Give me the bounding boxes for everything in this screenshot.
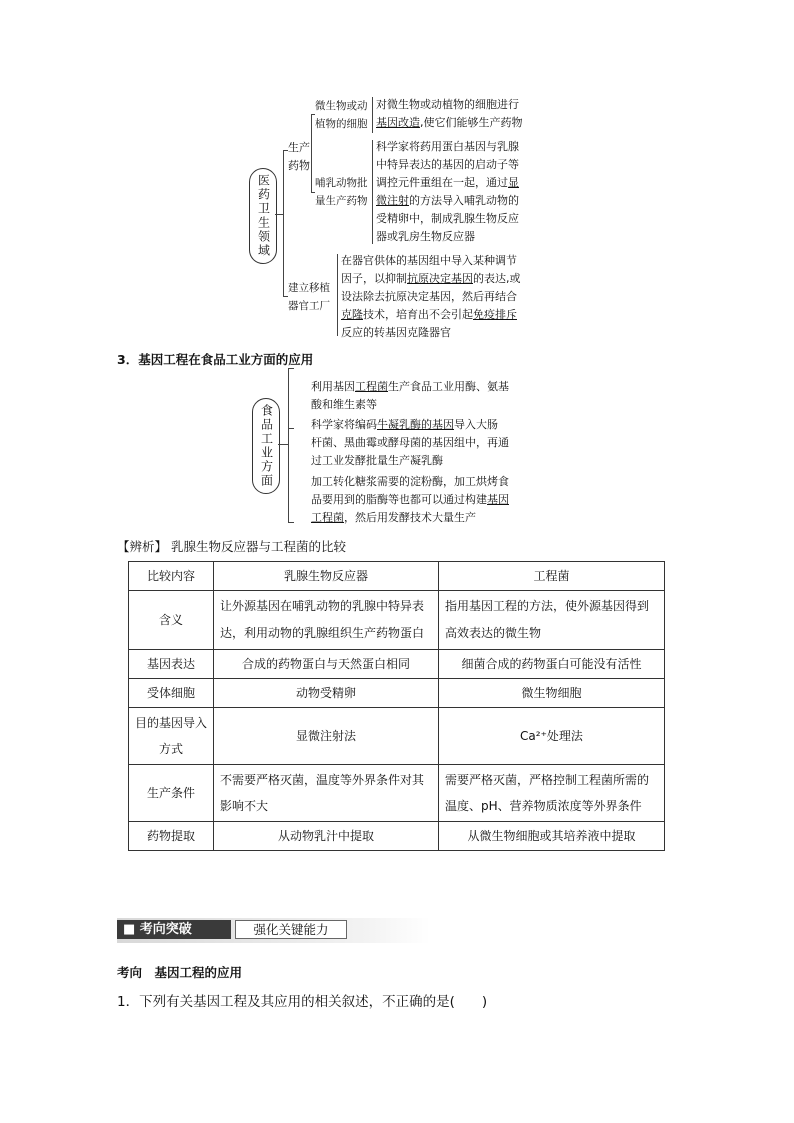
organ-desc: 在器官供体的基因组中导入某种调节 因子，以抑制抗原决定基因的表达,或 设法除去抗原决定基因，然后再结合 克隆技术，培育出不会引起免疫排斥 反应的转基因克隆器官 [341, 254, 521, 339]
connector [288, 522, 294, 523]
root-food-box [252, 398, 280, 494]
table-cell: 显微注射法 [214, 708, 439, 765]
mammal-desc: 科学家将药用蛋白基因与乳腺 中特异表达的基因的启动子等 调控元件重组在一起，通过显 微注射的方法导入哺乳动物的 受精卵中，制成乳腺生物反应 器或乳房生物反应器 [376, 140, 519, 243]
section3-heading: 3．基因工程在食品工业方面的应用 [117, 352, 314, 367]
branch-mammal-label: 哺乳动物批 量生产药物 [315, 177, 368, 207]
table-cell: 生产条件 [129, 765, 214, 822]
food-item-1: 利用基因工程菌生产食品工业用酶、氨基 酸和维生素等 [311, 380, 509, 411]
connector [288, 368, 289, 522]
connector [283, 150, 284, 296]
connector [372, 140, 373, 244]
root-medical-label: 医药卫生领域 [256, 174, 271, 258]
table-row [129, 679, 665, 708]
table-cell: 从动物乳汁中提取 [214, 822, 439, 851]
section-banner [117, 918, 430, 943]
branch-production-label: 生产药物 [288, 141, 310, 172]
table-cell: 动物受精卵 [214, 679, 439, 708]
connector [372, 97, 373, 133]
food-item-3: 加工转化糖浆需要的淀粉酶，加工烘烤食 品要用到的脂酶等也都可以通过构建基因 工程菌，然后用发酵技术大量生产 [311, 475, 509, 524]
branch-organ-label: 建立移植 器官工厂 [288, 282, 330, 312]
connector [275, 214, 283, 215]
connector [278, 444, 288, 445]
branch-micro-label: 微生物或动 植物的细胞 [315, 100, 368, 130]
comparison-table [128, 561, 665, 851]
table-cell: 药物提取 [129, 822, 214, 851]
connector [288, 428, 294, 429]
table-row [129, 765, 665, 822]
banner-title: ■ 考向突破 [117, 920, 231, 939]
question-1: 1．下列有关基因工程及其应用的相关叙述，不正确的是( ) [117, 994, 488, 1010]
connector [288, 368, 294, 369]
table-row [129, 591, 665, 650]
table-cell: 合成的药物蛋白与天然蛋白相同 [214, 650, 439, 679]
table-cell: 让外源基因在哺乳动物的乳腺中特异表达，利用动物的乳腺组织生产药物蛋白 [214, 591, 439, 650]
table-cell: 受体细胞 [129, 679, 214, 708]
analysis-heading: 【辨析】 乳腺生物反应器与工程菌的比较 [117, 539, 346, 554]
table-row [129, 708, 665, 765]
table-row [129, 822, 665, 851]
table-cell: 细菌合成的药物蛋白可能没有活性 [439, 650, 665, 679]
connector [337, 254, 338, 336]
table-cell: 基因表达 [129, 650, 214, 679]
table-row [129, 650, 665, 679]
food-item-2: 科学家将编码牛凝乳酶的基因导入大肠 杆菌、黑曲霉或酵母菌的基因组中，再通 过工业发酵批量生产凝乳酶 [311, 418, 509, 467]
table-cell: 目的基因导入方式 [129, 708, 214, 765]
table-header-cell: 乳腺生物反应器 [214, 562, 439, 591]
exam-title: 考向 基因工程的应用 [117, 965, 243, 980]
table-header-row [129, 562, 665, 591]
table-cell: 微生物细胞 [439, 679, 665, 708]
table-cell: 从微生物细胞或其培养液中提取 [439, 822, 665, 851]
connector [311, 114, 312, 192]
table-cell: 需要严格灭菌，严格控制工程菌所需的温度、pH、营养物质浓度等外界条件 [439, 765, 665, 822]
root-medical-box [249, 168, 277, 264]
table-cell: 不需要严格灭菌，温度等外界条件对其影响不大 [214, 765, 439, 822]
table-cell: 含义 [129, 591, 214, 650]
root-food-label: 食品工业方面 [259, 404, 274, 488]
micro-desc: 对微生物或动植物的细胞进行 基因改造,使它们能够生产药物 [376, 98, 523, 129]
banner-subtitle: 强化关键能力 [235, 920, 347, 939]
table-header-cell: 工程菌 [439, 562, 665, 591]
table-header-cell: 比较内容 [129, 562, 214, 591]
table-cell: Ca²⁺处理法 [439, 708, 665, 765]
table-cell: 指用基因工程的方法，使外源基因得到高效表达的微生物 [439, 591, 665, 650]
